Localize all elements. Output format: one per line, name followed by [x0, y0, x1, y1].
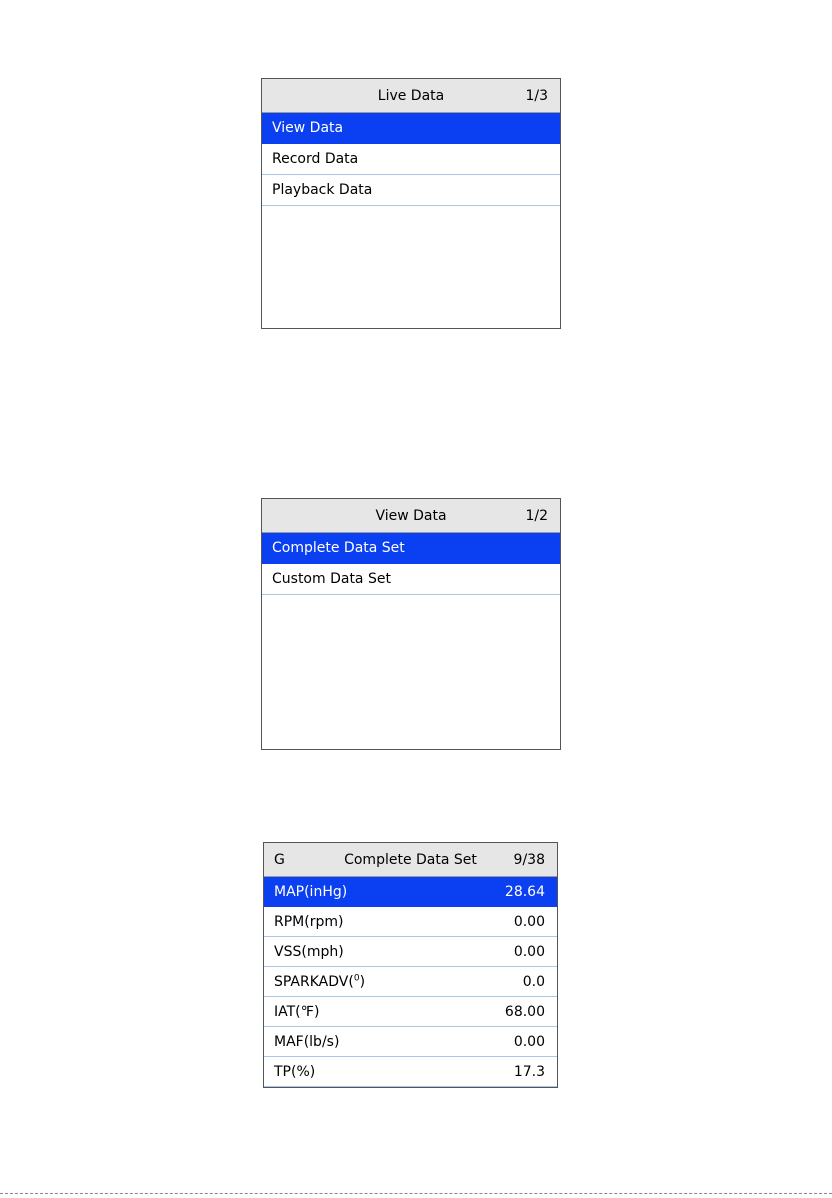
pid-name: TP(%) — [274, 1064, 316, 1080]
pid-name-main: SPARKADV( — [274, 974, 354, 990]
data-row-vss[interactable] — [264, 937, 557, 967]
menu-item-record-data[interactable]: Record Data — [262, 144, 560, 175]
menu-list — [262, 113, 560, 206]
pid-value: 0.00 — [513, 1034, 545, 1050]
pid-value: 17.3 — [513, 1064, 545, 1080]
pid-name-superscript: 0 — [353, 973, 360, 984]
pid-name-suffix: ) — [359, 974, 366, 990]
protocol-indicator: G — [274, 852, 285, 868]
data-row-maf[interactable] — [264, 1027, 557, 1057]
pid-name: VSS(mph) — [274, 944, 344, 960]
data-row-sparkadv[interactable] — [264, 967, 557, 997]
pid-value: 68.00 — [504, 1004, 545, 1020]
pid-name: RPM(rpm) — [274, 914, 344, 930]
screen-header — [264, 843, 557, 877]
screen-header — [262, 499, 560, 533]
screen-title: Live Data — [377, 88, 445, 104]
data-row-iat[interactable] — [264, 997, 557, 1027]
pid-value: 28.64 — [504, 884, 545, 900]
complete-data-set-screen — [263, 842, 558, 1088]
view-data-screen — [261, 498, 561, 750]
page-indicator: 9/38 — [513, 852, 545, 868]
data-list — [264, 877, 557, 1087]
pid-name — [274, 974, 365, 990]
data-row-rpm[interactable] — [264, 907, 557, 937]
pid-name: IAT(℉) — [274, 1004, 320, 1020]
pid-name: MAF(lb/s) — [274, 1034, 340, 1050]
menu-item-view-data[interactable]: View Data — [262, 113, 560, 144]
data-row-tp[interactable] — [264, 1057, 557, 1087]
pid-name: MAP(inHg) — [274, 884, 348, 900]
pid-value: 0.00 — [513, 914, 545, 930]
page-indicator: 1/2 — [525, 508, 548, 524]
menu-item-complete-data-set[interactable]: Complete Data Set — [262, 533, 560, 564]
screen-title: View Data — [375, 508, 447, 524]
menu-item-playback-data[interactable]: Playback Data — [262, 175, 560, 206]
page-indicator: 1/3 — [525, 88, 548, 104]
data-row-map[interactable] — [264, 877, 557, 907]
menu-item-custom-data-set[interactable]: Custom Data Set — [262, 564, 560, 595]
screen-title: Complete Data Set — [344, 852, 477, 868]
screen-header — [262, 79, 560, 113]
live-data-screen — [261, 78, 561, 329]
page-bottom-rule — [0, 1193, 832, 1194]
pid-value: 0.0 — [522, 974, 545, 990]
menu-list — [262, 533, 560, 595]
pid-value: 0.00 — [513, 944, 545, 960]
